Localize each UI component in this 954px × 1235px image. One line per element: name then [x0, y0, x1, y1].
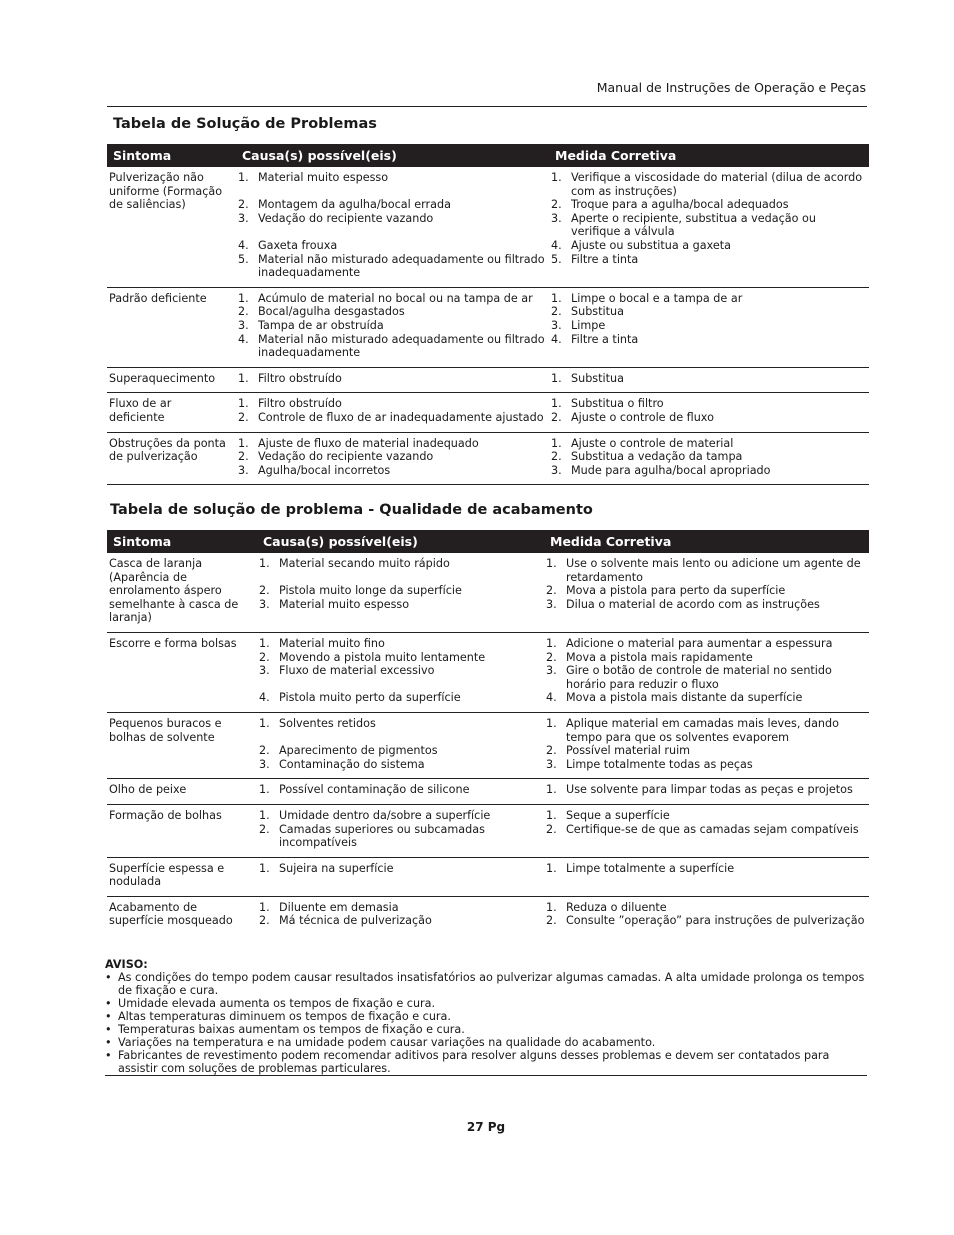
cause-list — [259, 901, 542, 928]
symptom-cell: Formação de bolhas — [107, 804, 257, 857]
table-row — [107, 712, 869, 778]
corrective-action-cell — [544, 804, 869, 857]
item-number: 2. — [551, 410, 562, 424]
corrective-action-cell — [549, 367, 869, 393]
item-text: Substitua o filtro — [571, 397, 664, 411]
item-number: 1. — [238, 397, 249, 411]
action-list — [546, 809, 867, 836]
list-item — [238, 450, 547, 464]
item-number: 1. — [238, 371, 249, 385]
finish-quality-section — [107, 500, 869, 935]
list-item — [546, 717, 867, 744]
notice-item — [105, 1036, 867, 1049]
notice-text: Temperaturas baixas aumentam os tempos de fixação e cura. — [118, 1023, 465, 1036]
item-number: 4. — [546, 691, 557, 705]
causes-cell — [257, 804, 544, 857]
item-number: 4. — [551, 238, 562, 252]
action-list — [551, 292, 867, 346]
action-list — [546, 862, 867, 876]
list-item — [551, 253, 867, 267]
action-list — [551, 171, 867, 266]
item-number: 3. — [238, 211, 249, 225]
item-number: 1. — [238, 291, 249, 305]
cause-list — [238, 397, 547, 424]
item-text: Umidade dentro da/sobre a superfície — [279, 808, 491, 822]
corrective-action-cell — [544, 857, 869, 896]
item-text: Substitua — [571, 305, 624, 319]
causes-cell — [236, 167, 549, 287]
item-number: 2. — [551, 198, 562, 212]
item-number: 1. — [551, 397, 562, 411]
corrective-action-cell — [544, 632, 869, 712]
item-text: Ajuste de fluxo de material inadequado — [258, 436, 479, 450]
list-item — [546, 664, 867, 691]
item-number: 1. — [551, 436, 562, 450]
notice-box — [105, 958, 867, 1075]
list-item — [259, 691, 542, 705]
notice-item — [105, 971, 867, 997]
item-text: Troque para a agulha/bocal adequados — [571, 198, 789, 212]
item-number: 2. — [551, 450, 562, 464]
symptom-cell: Pequenos buracos e bolhas de solvente — [107, 712, 257, 778]
causes-cell — [257, 553, 544, 632]
symptom-cell: Superaquecimento — [107, 367, 236, 393]
column-header-corrective-action: Medida Corretiva — [549, 144, 869, 167]
item-text: Aplique material em camadas mais leves, dando tempo para que os solventes evaporem — [566, 716, 839, 744]
item-text: Material secando muito rápido — [279, 557, 450, 570]
item-number: 5. — [551, 252, 562, 266]
list-item — [238, 411, 547, 425]
list-item — [546, 914, 867, 928]
symptom-cell: Padrão deficiente — [107, 287, 236, 367]
list-item — [551, 319, 867, 333]
item-text: Filtre a tinta — [571, 332, 639, 346]
list-item — [238, 239, 547, 253]
item-number: 2. — [238, 450, 249, 464]
cause-list — [238, 292, 547, 360]
item-text: Mova a pistola para perto da superfície — [566, 584, 786, 598]
item-text: Fluxo de material excessivo — [279, 664, 435, 678]
list-item — [259, 783, 542, 797]
table-row — [107, 779, 869, 805]
item-number: 3. — [259, 664, 270, 678]
symptom-cell: Superfície espessa e nodulada — [107, 857, 257, 896]
list-item — [238, 212, 547, 226]
bullet-icon: • — [105, 1010, 112, 1023]
item-number: 2. — [238, 305, 249, 319]
table-header-row — [107, 530, 869, 553]
notice-text: Altas temperaturas diminuem os tempos de fixação e cura. — [118, 1010, 451, 1023]
notice-item — [105, 997, 867, 1010]
item-number: 3. — [238, 463, 249, 477]
item-text: Aparecimento de pigmentos — [279, 744, 438, 758]
symptom-cell: Casca de laranja (Aparência de enrolamento áspero semelhante à casca de laranja) — [107, 553, 257, 632]
cause-list — [238, 171, 547, 280]
item-text: Ajuste o controle de fluxo — [571, 410, 714, 424]
list-item — [551, 239, 867, 253]
list-item — [551, 212, 867, 239]
page-number: 27 Pg — [466, 1120, 506, 1134]
cause-list — [259, 783, 542, 797]
symptom-cell: Obstruções da ponta de pulverização — [107, 432, 236, 485]
list-item — [551, 437, 867, 451]
item-number: 1. — [546, 557, 557, 570]
item-text: Movendo a pistola muito lentamente — [279, 650, 486, 664]
item-text: Gire o botão de controle de material no sentido horário para reduzir o fluxo — [566, 664, 832, 691]
list-item — [259, 744, 542, 758]
item-number: 2. — [546, 822, 557, 836]
item-number: 1. — [259, 716, 270, 730]
table-header-row — [107, 144, 869, 167]
action-list — [551, 372, 867, 386]
item-number: 3. — [551, 318, 562, 332]
item-text: Ajuste o controle de material — [571, 436, 734, 450]
item-text: Substitua a vedação da tampa — [571, 450, 743, 464]
item-number: 1. — [546, 716, 557, 730]
item-text: Consulte ”operação” para instruções de pulverização — [566, 914, 865, 928]
column-header-symptom: Sintoma — [107, 530, 257, 553]
causes-cell — [257, 779, 544, 805]
symptom-cell: Acabamento de superfície mosqueado — [109, 900, 233, 928]
symptom-cell: Olho de peixe — [107, 779, 257, 805]
item-text: Limpe o bocal e a tampa de ar — [571, 291, 743, 305]
item-number: 3. — [551, 211, 562, 225]
table-body — [107, 167, 869, 485]
action-list — [546, 717, 867, 771]
item-text: Solventes retidos — [279, 716, 376, 730]
list-item — [551, 198, 867, 212]
list-item — [551, 397, 867, 411]
list-item — [546, 598, 867, 612]
list-item — [259, 664, 542, 678]
bullet-icon: • — [105, 971, 112, 984]
item-text: Mude para agulha/bocal apropriado — [571, 463, 771, 477]
list-item — [259, 809, 542, 823]
item-text: Contaminação do sistema — [279, 757, 425, 771]
item-text: Material muito fino — [279, 636, 385, 650]
notice-title: AVISO: — [105, 958, 148, 971]
list-item — [546, 744, 867, 758]
table-body — [107, 553, 869, 935]
list-item — [551, 450, 867, 464]
troubleshooting-table — [107, 144, 869, 485]
item-text: Material não misturado adequadamente ou filtrado inadequadamente — [258, 332, 545, 360]
corrective-action-cell — [549, 432, 869, 485]
list-item — [238, 198, 547, 212]
item-number: 2. — [259, 822, 270, 836]
item-number: 1. — [551, 291, 562, 305]
item-text: Material não misturado adequadamente ou filtrado inadequadamente — [258, 252, 545, 280]
action-list — [546, 901, 867, 928]
item-text: Use o solvente mais lento ou adicione um agente de retardamento — [566, 557, 861, 584]
item-text: Limpe totalmente todas as peças — [566, 757, 753, 771]
item-text: Pistola muito longe da superfície — [279, 584, 462, 598]
action-list — [546, 557, 867, 611]
column-header-causes: Causa(s) possível(eis) — [257, 530, 544, 553]
item-text: Camadas superiores ou subcamadas incompatíveis — [279, 822, 485, 850]
item-number: 3. — [551, 463, 562, 477]
item-number: 1. — [546, 783, 557, 797]
list-item — [238, 305, 547, 319]
item-number: 2. — [259, 914, 270, 928]
table-row — [107, 367, 869, 393]
table-row — [107, 896, 869, 935]
item-number: 3. — [546, 664, 557, 678]
item-number: 1. — [259, 808, 270, 822]
cause-list — [259, 717, 542, 771]
item-text: Filtro obstruído — [258, 371, 342, 385]
causes-cell — [257, 857, 544, 896]
item-text: Limpe totalmente a superfície — [566, 861, 735, 875]
header-rule — [107, 106, 867, 107]
item-text: Má técnica de pulverização — [279, 914, 432, 928]
section-title-troubleshooting: Tabela de Solução de Problemas — [113, 116, 377, 132]
causes-cell — [257, 632, 544, 712]
list-item — [546, 651, 867, 665]
item-number: 4. — [551, 332, 562, 346]
corrective-action-cell — [549, 167, 869, 287]
item-text: Aperte o recipiente, substitua a vedação ou verifique a válvula — [571, 211, 816, 239]
item-number: 2. — [238, 198, 249, 212]
list-item — [238, 464, 547, 478]
list-item — [259, 584, 542, 598]
item-number: 1. — [259, 861, 270, 875]
causes-cell — [236, 287, 549, 367]
list-item — [546, 901, 867, 915]
list-item — [238, 397, 547, 411]
table-row — [107, 393, 869, 432]
table-row — [107, 553, 869, 632]
cause-list — [259, 637, 542, 705]
cause-list — [259, 557, 542, 611]
item-number: 2. — [259, 744, 270, 758]
notice-text: Fabricantes de revestimento podem recomendar aditivos para resolver alguns desses problemas e devem ser contatados para assistir com soluções de problemas particulares. — [118, 1049, 830, 1075]
list-item — [259, 557, 542, 571]
notice-text: Variações na temperatura e na umidade podem causar variações na qualidade do acabamento. — [118, 1036, 656, 1049]
item-text: Ajuste ou substitua a gaxeta — [571, 238, 732, 252]
item-number: 2. — [546, 584, 557, 598]
causes-cell — [236, 393, 549, 432]
list-item — [259, 758, 542, 772]
list-item — [546, 862, 867, 876]
list-item — [546, 823, 867, 837]
list-item — [259, 901, 542, 915]
corrective-action-cell — [549, 287, 869, 367]
finish-quality-table — [107, 530, 869, 935]
item-text: Vedação do recipiente vazando — [258, 211, 434, 225]
item-text: Gaxeta frouxa — [258, 238, 338, 252]
cause-list — [259, 862, 542, 876]
list-item — [259, 823, 542, 850]
column-header-symptom: Sintoma — [107, 144, 236, 167]
causes-cell — [236, 432, 549, 485]
action-list — [546, 783, 867, 797]
item-text: Use solvente para limpar todas as peças e projetos — [566, 783, 853, 797]
item-number: 2. — [546, 650, 557, 664]
item-number: 2. — [259, 584, 270, 598]
item-text: Pistola muito perto da superfície — [279, 691, 461, 705]
troubleshooting-section — [107, 114, 869, 485]
list-item — [546, 637, 867, 651]
item-text: Adicione o material para aumentar a espessura — [566, 636, 833, 650]
action-list — [551, 397, 867, 424]
item-number: 4. — [259, 691, 270, 705]
item-text: Filtre a tinta — [571, 252, 639, 266]
item-number: 5. — [238, 252, 249, 266]
cause-list — [259, 809, 542, 850]
item-text: Substitua — [571, 371, 624, 385]
item-text: Possível material ruim — [566, 744, 691, 758]
table-row — [107, 167, 869, 287]
list-item — [551, 372, 867, 386]
list-item — [546, 691, 867, 705]
item-number: 4. — [238, 238, 249, 252]
item-number: 2. — [259, 650, 270, 664]
table-row — [107, 857, 869, 896]
item-number: 1. — [259, 900, 270, 914]
list-item — [238, 437, 547, 451]
item-text: Filtro obstruído — [258, 397, 342, 411]
symptom-cell: Fluxo de ar deficiente — [107, 393, 236, 432]
item-text: Acúmulo de material no bocal ou na tampa de ar — [258, 291, 533, 305]
list-item — [546, 758, 867, 772]
table-row — [107, 432, 869, 485]
bullet-icon: • — [105, 1049, 112, 1062]
item-number: 1. — [259, 783, 270, 797]
item-text: Dilua o material de acordo com as instruções — [566, 597, 820, 611]
item-number: 1. — [551, 171, 562, 184]
item-text: Agulha/bocal incorretos — [258, 463, 391, 477]
item-text: Limpe — [571, 318, 606, 332]
section-title-finish-quality: Tabela de solução de problema - Qualidade de acabamento — [110, 502, 593, 518]
list-item — [238, 333, 547, 360]
item-text: Material muito espesso — [279, 597, 410, 611]
list-item — [551, 464, 867, 478]
list-item — [546, 557, 867, 584]
item-number: 1. — [238, 436, 249, 450]
table-row — [107, 804, 869, 857]
item-text: Vedação do recipiente vazando — [258, 450, 434, 464]
notice-text: As condições do tempo podem causar resultados insatisfatórios ao pulverizar algumas camadas. A alta umidade prolonga os tempos de fixação e cura. — [118, 971, 865, 997]
list-item — [551, 411, 867, 425]
item-text: Sujeira na superfície — [279, 861, 394, 875]
item-text: Seque a superfície — [566, 808, 670, 822]
item-number: 3. — [259, 597, 270, 611]
causes-cell — [236, 367, 549, 393]
cause-list — [238, 437, 547, 478]
column-header-causes: Causa(s) possível(eis) — [236, 144, 549, 167]
item-number: 3. — [238, 318, 249, 332]
list-item — [259, 637, 542, 651]
item-number: 3. — [546, 597, 557, 611]
list-item — [546, 584, 867, 598]
item-number: 1. — [546, 861, 557, 875]
list-item — [238, 372, 547, 386]
item-text: Tampa de ar obstruída — [258, 318, 384, 332]
list-item — [551, 305, 867, 319]
item-number: 1. — [546, 900, 557, 914]
corrective-action-cell — [544, 779, 869, 805]
item-text: Material muito espesso — [258, 171, 389, 184]
item-number: 3. — [259, 757, 270, 771]
item-number: 3. — [546, 757, 557, 771]
item-number: 1. — [259, 636, 270, 650]
list-item — [238, 171, 547, 185]
notice-item — [105, 1023, 867, 1036]
notice-text: Umidade elevada aumenta os tempos de fixação e cura. — [118, 997, 436, 1010]
item-number: 2. — [546, 914, 557, 928]
notice-item — [105, 1010, 867, 1023]
item-number: 1. — [238, 171, 249, 184]
item-text: Diluente em demasia — [279, 900, 399, 914]
causes-cell — [257, 712, 544, 778]
item-number: 1. — [546, 636, 557, 650]
notice-item — [105, 1049, 867, 1075]
corrective-action-cell — [544, 896, 869, 935]
item-number: 2. — [238, 410, 249, 424]
bullet-icon: • — [105, 1036, 112, 1049]
corrective-action-cell — [544, 712, 869, 778]
item-text: Possível contaminação de silicone — [279, 783, 470, 797]
corrective-action-cell — [544, 553, 869, 632]
list-item — [551, 171, 867, 198]
item-text: Verifique a viscosidade do material (dilua de acordo com as instruções) — [571, 171, 863, 198]
item-text: Mova a pistola mais distante da superfície — [566, 691, 803, 705]
list-item — [238, 319, 547, 333]
list-item — [551, 292, 867, 306]
page-header-title: Manual de Instruções de Operação e Peças — [596, 80, 866, 95]
table-row — [107, 632, 869, 712]
item-number: 1. — [259, 557, 270, 570]
notice-list — [105, 971, 867, 1075]
list-item — [546, 783, 867, 797]
bullet-icon: • — [105, 1023, 112, 1036]
item-number: 1. — [551, 371, 562, 385]
causes-cell — [257, 896, 544, 935]
item-number: 2. — [551, 305, 562, 319]
symptom-cell: Escorre e forma bolsas — [107, 632, 257, 712]
item-text: Reduza o diluente — [566, 900, 667, 914]
notice-rule — [105, 1075, 867, 1076]
list-item — [546, 809, 867, 823]
item-number: 1. — [546, 808, 557, 822]
list-item — [238, 253, 547, 280]
item-text: Controle de fluxo de ar inadequadamente ajustado — [258, 410, 544, 424]
action-list — [551, 437, 867, 478]
list-item — [259, 862, 542, 876]
item-text: Certifique-se de que as camadas sejam compatíveis — [566, 822, 859, 836]
corrective-action-cell — [549, 393, 869, 432]
list-item — [259, 651, 542, 665]
item-text: Mova a pistola mais rapidamente — [566, 650, 753, 664]
list-item — [259, 717, 542, 731]
symptom-cell: Pulverização não uniforme (Formação de saliências) — [107, 167, 236, 287]
list-item — [238, 292, 547, 306]
list-item — [259, 598, 542, 612]
item-text: Bocal/agulha desgastados — [258, 305, 405, 319]
list-item — [551, 333, 867, 347]
action-list — [546, 637, 867, 705]
list-item — [259, 914, 542, 928]
bullet-icon: • — [105, 997, 112, 1010]
item-number: 2. — [546, 744, 557, 758]
item-number: 4. — [238, 332, 249, 346]
column-header-corrective-action: Medida Corretiva — [544, 530, 869, 553]
table-row — [107, 287, 869, 367]
cause-list — [238, 372, 547, 386]
item-text: Montagem da agulha/bocal errada — [258, 198, 451, 212]
